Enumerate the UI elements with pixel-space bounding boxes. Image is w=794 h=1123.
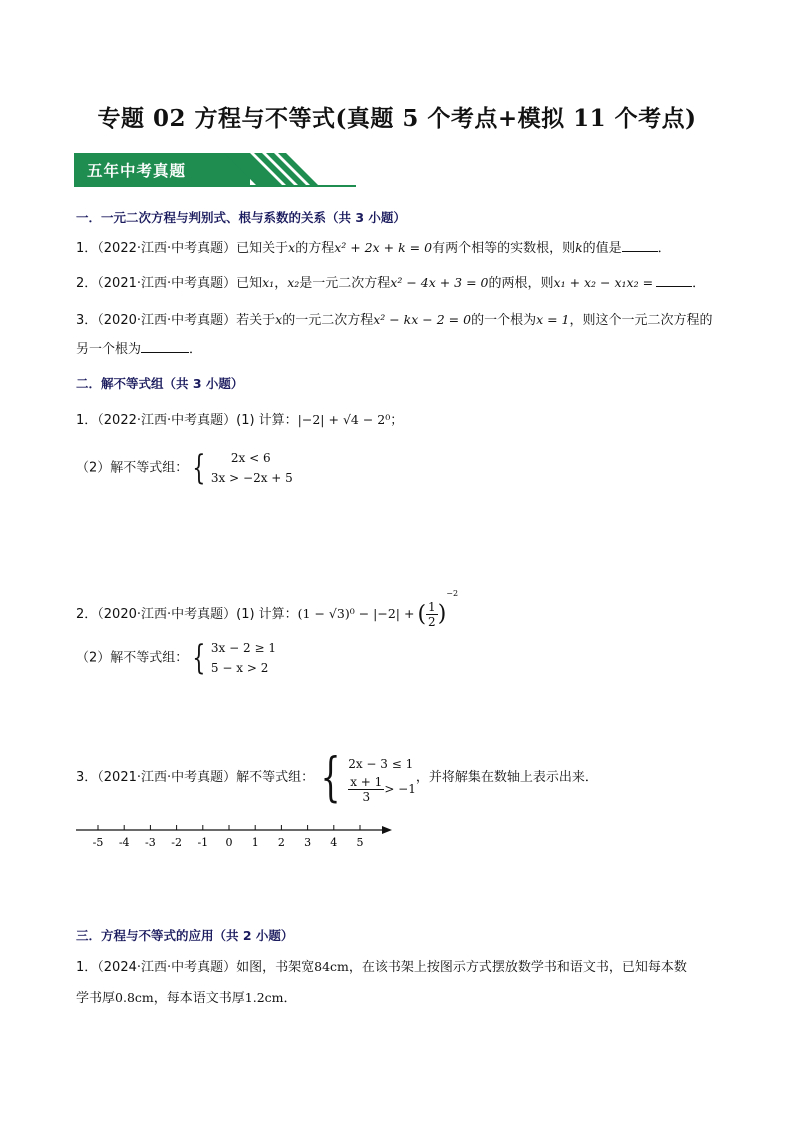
math-var: x₁ [262,275,275,290]
question-1-1 [76,238,671,259]
paren-left: ( [417,601,427,627]
section-heading-3: 三．方程与不等式的应用（共 2 小题） [76,928,294,943]
section-heading-1: 一．一元二次方程与判别式、根与系数的关系（共 3 小题） [76,210,406,225]
question-1-3 [76,310,713,331]
math-equation: x² − 4x + 3 = 0 [390,275,489,290]
inequality [348,775,416,804]
inequality: 3x − 2 ≥ 1 [210,641,276,655]
axis-tick-label: 3 [304,836,312,849]
inequality-tail: > −1 [384,781,416,796]
q-text: ，在该书架上按图示方式摆放数学书和语文书，已知每本数 [348,960,687,975]
math-var: x [275,312,283,327]
axis-tick-label: -2 [171,836,182,849]
math-equation: x² − kx − 2 = 0 [373,312,472,327]
axis-tick-label: 1 [251,836,259,849]
q-text: 是一元二次方程 [299,276,391,291]
section-banner [74,153,356,187]
paren-right: ) [437,601,447,627]
banner-underline [74,185,356,187]
q-text: 3．（2020·江西·中考真题）若关于 [76,313,276,328]
exponent: −2 [446,589,459,598]
question-3-1-line2 [76,988,297,1009]
q-text: ， [274,276,288,291]
answer-blank [141,340,189,353]
q-text: 学书厚 [76,991,116,1006]
math-expression: |−2| + √4 − 2⁰ [297,412,391,427]
q-text: ； [390,413,404,428]
axis-tick-label: -3 [145,836,156,849]
q-text: 的一个根为 [471,313,537,328]
inequality: 2x − 3 ≤ 1 [348,756,414,771]
question-2-1 [76,410,403,431]
axis-tick-label: 5 [356,836,364,849]
math-value: 1.2cm [244,990,284,1005]
banner-stripes [224,153,334,187]
q-text: 2．（2021·江西·中考真题）已知 [76,276,263,291]
frac-numerator: x + 1 [350,774,383,789]
question-2-1-part2 [76,448,293,488]
math-equation: x = 1 [536,312,570,327]
axis-tick-label: 4 [330,836,338,849]
inequality-system [211,448,293,488]
q-text: ． [657,241,671,256]
q-text: 1．（2022·江西·中考真题）(1) 计算： [76,413,298,428]
fraction [426,600,438,629]
question-2-2-part2 [76,638,276,678]
math-equation: x² + 2x + k = 0 [334,240,433,255]
question-1-3-line2 [76,340,202,360]
math-var: k [575,240,583,255]
math-expression: (1 − √3)⁰ − |−2| + [297,606,415,621]
q-text: 的一元二次方程 [282,313,374,328]
frac-denominator: 3 [362,789,371,804]
frac-numerator: 1 [428,600,436,614]
arrow-icon [382,826,392,834]
system-brace: { [192,638,206,678]
question-1-2 [76,273,705,294]
system-brace: { [192,448,206,488]
axis-tick-label: -5 [92,836,104,849]
axis-tick-label: 2 [277,836,285,849]
q-text: （2）解不等式组： [76,460,189,476]
math-value: 84cm [314,959,349,974]
axis-tick-label: -4 [118,836,130,849]
inequality-system [211,638,276,678]
q-text: （2）解不等式组： [76,650,189,666]
inequality: 5 − x > 2 [210,661,269,675]
math-var: x [288,240,296,255]
axis-tick-label: 0 [225,836,233,849]
q-text: 2．（2020·江西·中考真题）(1) 计算： [76,607,298,622]
q-text: 另一个根为 [76,342,142,357]
q-text: ，并将解集在数轴上表示出来． [415,770,598,785]
number-line [74,820,404,856]
q-text: 1．（2024·江西·中考真题）如图，书架宽 [76,960,315,975]
question-2-3 [76,748,598,808]
answer-blank [622,239,658,252]
q-text: 有两个相等的实数根，则 [432,241,576,256]
question-3-1 [76,957,687,978]
answer-blank [656,274,692,287]
q-text: 1．（2022·江西·中考真题）已知关于 [76,241,289,256]
q-text: ，每本语文书厚 [153,991,245,1006]
math-value: 0.8cm [115,990,154,1005]
fraction [348,775,384,804]
page-title: 专题 02 方程与不等式(真题 5 个考点+模拟 11 个考点) [97,105,697,132]
math-expression: x₁ + x₂ − x₁x₂ = [553,275,654,290]
inequality: 3x > −2x + 5 [210,471,293,485]
q-text: ． [189,342,203,357]
system-brace: { [320,748,341,808]
q-text: ． [283,991,297,1006]
inequality-system [348,753,416,804]
math-var: x₂ [287,275,300,290]
question-2-2 [76,584,458,629]
q-text: 的两根，则 [488,276,554,291]
q-text: ． [692,276,706,291]
q-text: ，则这个一元二次方程的 [569,313,713,328]
q-text: 3．（2021·江西·中考真题）解不等式组： [76,770,315,785]
q-text: 的方程 [295,241,335,256]
inequality: 2x < 6 [230,451,271,465]
banner-label: 五年中考真题 [87,162,187,180]
axis-tick-label: -1 [197,836,209,849]
q-text: 的值是 [582,241,622,256]
section-heading-2: 二．解不等式组（共 3 小题） [76,376,244,391]
frac-denominator: 2 [428,615,436,629]
